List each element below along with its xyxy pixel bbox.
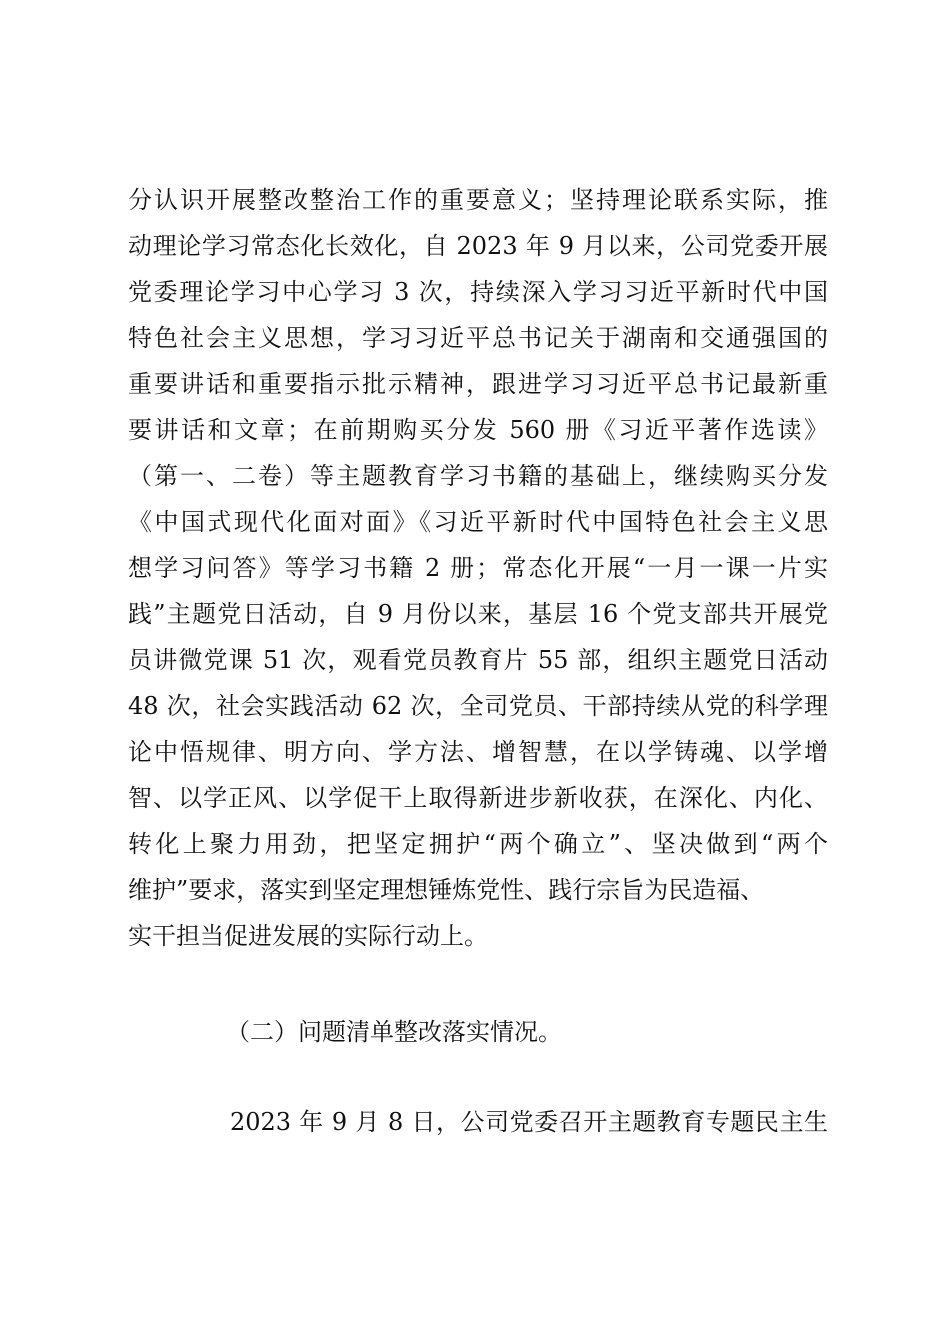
paragraph-line-16: 维护”要求，落实到坚定理想锤炼党性、践行宗旨为民造福、 bbox=[128, 876, 765, 904]
paragraph-line-13: 论中悟规律、明方向、学方法、增智慧，在以学铸魂、以学增 bbox=[128, 738, 828, 766]
paragraph-line-14: 智、以学正风、以学促干上取得新进步新收获，在深化、内化、 bbox=[128, 784, 828, 812]
paragraph-line-9: 想学习问答》等学习书籍 2 册；常态化开展“一月一课一片实 bbox=[128, 554, 828, 582]
paragraph-line-4: 特色社会主义思想，学习习近平总书记关于湖南和交通强国的 bbox=[128, 324, 828, 352]
paragraph-line-12: 48 次，社会实践活动 62 次，全司党员、干部持续从党的科学理 bbox=[128, 692, 828, 720]
paragraph-line-15: 转化上聚力用劲，把坚定拥护“两个确立”、坚决做到“两个 bbox=[128, 830, 828, 858]
paragraph-line-3: 党委理论学习中心学习 3 次，持续深入学习习近平新时代中国 bbox=[128, 278, 828, 306]
paragraph-line-5: 重要讲话和重要指示批示精神，跟进学习习近平总书记最新重 bbox=[128, 370, 828, 398]
paragraph-line-2: 动理论学习常态化长效化，自 2023 年 9 月以来，公司党委开展 bbox=[128, 232, 828, 260]
paragraph-line-7: （第一、二卷）等主题教育学习书籍的基础上，继续购买分发 bbox=[128, 462, 828, 490]
section-first-line: 2023 年 9 月 8 日，公司党委召开主题教育专题民主生 bbox=[230, 1108, 828, 1136]
paragraph-line-8: 《中国式现代化面对面》《习近平新时代中国特色社会主义思 bbox=[128, 508, 828, 536]
paragraph-line-17: 实干担当促进发展的实际行动上。 bbox=[128, 922, 488, 950]
paragraph-line-6: 要讲话和文章；在前期购买分发 560 册《习近平著作选读》 bbox=[128, 416, 828, 444]
paragraph-line-11: 员讲微党课 51 次，观看党员教育片 55 部，组织主题党日活动 bbox=[128, 646, 828, 674]
paragraph-line-1: 分认识开展整改整治工作的重要意义；坚持理论联系实际，推 bbox=[128, 186, 828, 214]
section-heading: （二）问题清单整改落实情况。 bbox=[226, 1018, 562, 1046]
paragraph-line-10: 践”主题党日活动，自 9 月份以来，基层 16 个党支部共开展党 bbox=[128, 600, 828, 628]
